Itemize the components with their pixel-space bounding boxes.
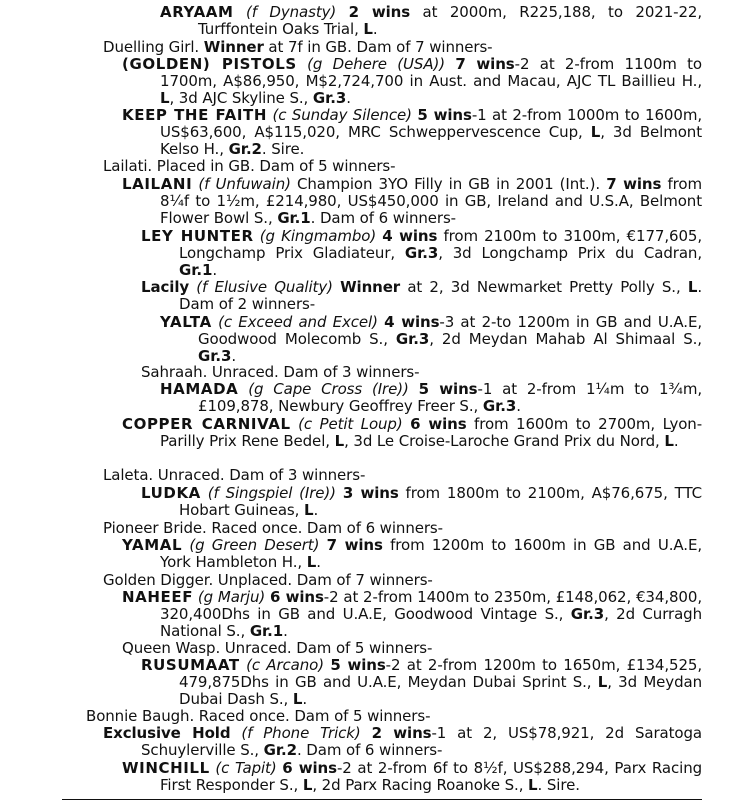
- entry-text: -3 at 2-to 1200m in GB and U.A.E, Goodwood Molecomb S.,: [198, 313, 703, 349]
- breeding-note: (g Marju): [197, 588, 266, 606]
- bold-text: L: [687, 278, 698, 296]
- entry-text: , 2d Parx Racing Roanoke S.,: [312, 776, 529, 795]
- pedigree-entry: [122, 588, 702, 641]
- entry-text: .: [302, 690, 308, 709]
- entry-text: [234, 3, 246, 21]
- pedigree-entry: [141, 656, 703, 709]
- bold-text: L: [160, 89, 170, 108]
- entry-text: -2 at 2-from 1200m to 1650m, £134,525, 479,875Dhs in GB and U.A.E, Meydan Dubai Sprint S.,: [179, 656, 703, 692]
- pedigree-entry: [122, 55, 702, 108]
- entry-text: , 3d Belmont Kelso H.,: [160, 123, 702, 159]
- entry-text: .: [673, 432, 679, 451]
- entry-text: .: [313, 501, 319, 520]
- bold-text: L: [363, 20, 373, 39]
- breeding-note: (c Exceed and Excel): [218, 313, 378, 331]
- breeding-note: (f Singspiel (Ire)): [207, 484, 336, 502]
- bold-text: Gr.3: [198, 347, 232, 366]
- breeding-note: (g Dehere (USA)): [307, 55, 445, 73]
- entry-text: . Sire.: [537, 776, 580, 795]
- entry-text: -2 at 2-from 6f to 8½f, US$288,294, Parx Racing First Responder S.,: [160, 759, 703, 795]
- entry-text: -1 at 2-from 1000m to 1600m, US$63,600, A$115,020, MRC Schweppervescence Cup,: [160, 106, 702, 142]
- entry-text: . Dam of 2 winners-: [179, 278, 702, 314]
- entry-text: [409, 380, 419, 398]
- bold-text: L: [590, 123, 601, 142]
- entry-text: [319, 536, 326, 554]
- horse-name: NAHEEF: [122, 588, 194, 606]
- entry-text: , 2d Curragh National S.,: [160, 605, 702, 641]
- horse-name: WINCHILL: [122, 759, 210, 777]
- entry-text: [336, 3, 348, 21]
- breeding-note: (g Kingmambo): [259, 227, 377, 245]
- entry-text: [230, 724, 241, 742]
- bold-text: 2 wins: [371, 724, 432, 742]
- entry-text: -1 at 2, US$78,921, 2d Saratoga Schuylerville S.,: [141, 724, 703, 760]
- horse-name: LEY HUNTER: [141, 227, 254, 245]
- horse-name: LAILANI: [122, 175, 193, 193]
- entry-text: Duelling Girl.: [103, 38, 204, 56]
- bold-text: L: [302, 776, 313, 795]
- pedigree-entry: [122, 415, 703, 451]
- bold-text: Gr.3: [395, 330, 430, 349]
- entry-text: Sahraah. Unraced. Dam of 3 winners-: [141, 363, 420, 381]
- entry-text: [336, 484, 343, 502]
- entry-text: , 3d Meydan Dubai Dash S.,: [179, 673, 702, 709]
- bold-text: Gr.2: [263, 741, 297, 760]
- bold-text: 3 wins: [342, 484, 399, 502]
- bold-text: L: [334, 432, 345, 451]
- pedigree-entry: [103, 38, 702, 56]
- entry-text: at 2, 3d Newmarket Pretty Polly S.,: [400, 278, 688, 296]
- pedigree-entry: [103, 157, 702, 175]
- entry-text: , 3d Le Croise-Laroche Grand Prix du Nord,: [344, 432, 665, 451]
- bold-text: 4 wins: [384, 313, 440, 331]
- entry-text: [361, 724, 372, 742]
- pedigree-entry: [141, 363, 702, 381]
- pedigree-entry: [160, 3, 703, 39]
- bold-text: Gr.3: [404, 244, 439, 263]
- entry-text: [297, 55, 307, 73]
- breeding-note: (f Dynasty): [245, 3, 337, 21]
- pedigree-entry: [160, 313, 703, 366]
- entry-text: .: [346, 89, 351, 108]
- entry-text: from 1200m to 1600m in GB and U.A.E, York Hambleton H.,: [160, 536, 702, 572]
- horse-name: LUDKA: [141, 484, 201, 502]
- bold-text: L: [306, 553, 317, 572]
- bold-text: 2 wins: [348, 3, 411, 21]
- bold-text: 6 wins: [269, 588, 324, 606]
- entry-text: .: [212, 261, 217, 280]
- bold-text: Gr.1: [179, 261, 213, 280]
- bold-text: 5 wins: [330, 656, 386, 674]
- pedigree-entry: [103, 724, 703, 760]
- horse-name: HAMADA: [160, 380, 239, 398]
- bold-text: Gr.1: [277, 209, 311, 228]
- entry-text: [333, 278, 340, 296]
- entry-text: Golden Digger. Unplaced. Dam of 7 winners-: [103, 571, 433, 589]
- bold-text: Gr.3: [482, 397, 517, 416]
- bold-text: 6 wins: [410, 415, 467, 433]
- entry-text: -2 at 2-from 1100m to 1700m, A$86,950, M$2,724,700 in Aust. and Macau, AJC TL Baillieu H.,: [160, 55, 702, 91]
- breeding-note: (c Sunday Silence): [272, 106, 412, 124]
- entry-text: -2 at 2-from 1400m to 2350m, £148,062, €34,800, 320,400Dhs in GB and U.A.E, Goodwood Vintage S.,: [160, 588, 702, 624]
- entry-text: Champion 3YO Filly in GB in 2001 (Int.).: [290, 175, 607, 193]
- horse-name: RUSUMAAT: [141, 656, 240, 674]
- entry-text: .: [316, 553, 321, 572]
- pedigree-entry: [141, 278, 702, 314]
- horse-name: COPPER CARNIVAL: [122, 415, 291, 433]
- entry-text: at 7f in GB. Dam of 7 winners-: [263, 38, 493, 56]
- pedigree-entry: [103, 571, 702, 589]
- horse-name: YAMAL: [122, 536, 183, 554]
- horse-name: YALTA: [160, 313, 212, 331]
- bold-text: Winner: [203, 38, 264, 56]
- entry-text: , 2d Meydan Mahab Al Shimaal S.,: [429, 330, 702, 349]
- entry-text: from 8¼f to 1½m, £214,980, US$450,000 in GB, Ireland and U.S.A, Belmont Flower Bowl S.,: [160, 175, 703, 228]
- bold-text: L: [292, 690, 303, 709]
- horse-name: ARYAAM: [160, 3, 234, 21]
- horse-name: KEEP THE FAITH: [122, 106, 268, 124]
- entry-text: [201, 484, 208, 502]
- breeding-note: (c Petit Loup): [298, 415, 403, 433]
- bold-text: 4 wins: [382, 227, 438, 245]
- bold-text: 6 wins: [282, 759, 337, 777]
- entry-text: .: [516, 397, 521, 416]
- bold-text: Lacily: [141, 278, 190, 296]
- bold-text: 5 wins: [418, 380, 478, 398]
- entry-text: Pioneer Bride. Raced once. Dam of 6 winners-: [103, 519, 443, 537]
- bold-text: Exclusive Hold: [103, 724, 231, 742]
- bold-text: 7 wins: [606, 175, 662, 193]
- entry-text: [403, 415, 410, 433]
- entry-text: -1 at 2-from 1¼m to 1¾m, £109,878, Newbury Geoffrey Freer S.,: [198, 380, 703, 416]
- pedigree-entry: [86, 707, 702, 725]
- pedigree-entry: [122, 639, 702, 657]
- breeding-note: (f Unfuwain): [198, 175, 291, 193]
- bold-text: L: [664, 432, 674, 451]
- entry-text: , 3d Longchamp Prix du Cadran,: [438, 244, 702, 263]
- pedigree-entry: [103, 466, 702, 484]
- entry-text: .: [372, 20, 378, 39]
- pedigree-entry: [122, 175, 703, 228]
- breeding-note: (f Elusive Quality): [196, 278, 333, 296]
- pedigree-entry: [122, 106, 702, 159]
- bold-text: L: [303, 501, 314, 520]
- breeding-note: (g Green Desert): [189, 536, 320, 554]
- entry-text: , 3d AJC Skyline S.,: [169, 89, 313, 108]
- bold-text: L: [528, 776, 538, 795]
- bold-text: 7 wins: [326, 536, 383, 554]
- horse-name: (GOLDEN) PISTOLS: [122, 55, 297, 73]
- entry-text: Queen Wasp. Unraced. Dam of 5 winners-: [122, 639, 433, 657]
- bold-text: Gr.3: [312, 89, 347, 108]
- bold-text: Gr.3: [570, 605, 605, 624]
- pedigree-entry: [103, 519, 702, 537]
- entry-text: at 2000m, R225,188, to 2021-22, Turffontein Oaks Trial,: [198, 3, 703, 39]
- entry-text: from 2100m to 3100m, €177,605, Longchamp Prix Gladiateur,: [179, 227, 702, 263]
- pedigree-entry: [122, 759, 703, 795]
- entry-text: .: [231, 347, 236, 366]
- entry-text: . Sire.: [261, 140, 305, 159]
- pedigree-entry: [122, 536, 702, 572]
- pedigree-entry: [141, 484, 703, 520]
- breeding-note: (g Cape Cross (Ire)): [248, 380, 409, 398]
- entry-text: [238, 380, 248, 398]
- pedigree-entry: [160, 380, 703, 416]
- entry-text: . Dam of 6 winners-: [310, 209, 456, 228]
- entry-text: . Dam of 6 winners-: [296, 741, 443, 760]
- bold-text: 5 wins: [417, 106, 472, 124]
- bold-text: Gr.1: [249, 622, 284, 641]
- bold-text: 7 wins: [455, 55, 515, 73]
- breeding-note: (c Arcano): [246, 656, 324, 674]
- entry-text: [291, 415, 298, 433]
- entry-text: Lailati. Placed in GB. Dam of 5 winners-: [103, 157, 396, 175]
- bold-text: L: [597, 673, 608, 692]
- breeding-note: (f Phone Trick): [241, 724, 361, 742]
- breeding-note: (c Tapit): [215, 759, 277, 777]
- entry-text: from 1800m to 2100m, A$76,675, TTC Hobart Guineas,: [179, 484, 703, 520]
- bottom-rule: [62, 799, 702, 800]
- entry-text: Bonnie Baugh. Raced once. Dam of 5 winners-: [86, 707, 431, 725]
- entry-text: .: [283, 622, 288, 641]
- bold-text: Winner: [340, 278, 401, 296]
- bold-text: Gr.2: [228, 140, 262, 159]
- entry-text: Laleta. Unraced. Dam of 3 winners-: [103, 466, 366, 484]
- entry-text: from 1600m to 2700m, Lyon-Parilly Prix Rene Bedel,: [160, 415, 703, 451]
- pedigree-entry: [141, 227, 702, 280]
- entry-text: [445, 55, 455, 73]
